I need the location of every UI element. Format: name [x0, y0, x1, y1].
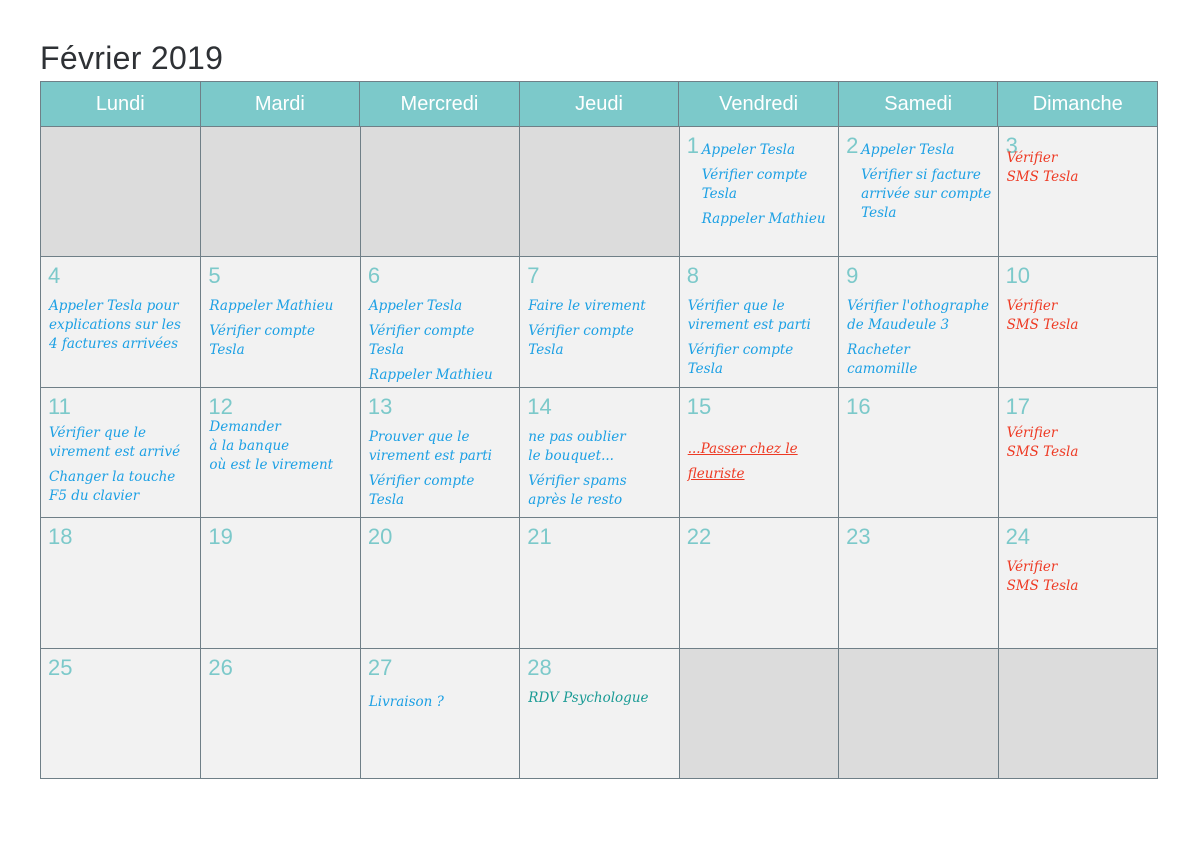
calendar-day-cell[interactable]	[998, 517, 1157, 647]
calendar-day-cell[interactable]	[200, 256, 359, 386]
calendar-empty-cell[interactable]	[838, 648, 997, 778]
day-notes	[861, 141, 993, 229]
calendar-day-cell[interactable]	[41, 648, 200, 778]
day-notes	[369, 693, 515, 718]
calendar-empty-cell[interactable]	[519, 126, 678, 256]
note-text: Vérifier si facture arrivée sur compte Tesla	[861, 167, 992, 221]
calendar-day-cell[interactable]	[41, 387, 200, 517]
note-text: Livraison ?	[368, 693, 444, 710]
note-text: Vérifier l'othographe de Maudeule 3	[847, 298, 990, 334]
calendar-day-cell[interactable]	[200, 648, 359, 778]
calendar-empty-cell[interactable]	[200, 126, 359, 256]
day-number: 14	[527, 393, 552, 419]
day-number: 23	[846, 524, 871, 550]
note-text: Rappeler Mathieu	[209, 298, 334, 315]
calendar-day-cell[interactable]	[200, 517, 359, 647]
day-number: 7	[527, 263, 540, 289]
calendar-day-cell[interactable]	[838, 256, 997, 386]
day-number: 15	[686, 393, 712, 419]
day-number: 9	[846, 263, 859, 289]
calendar-day-cell[interactable]	[679, 256, 838, 386]
day-number: 1	[686, 133, 699, 158]
day-number: 11	[48, 393, 71, 419]
note-text: Appeler Tesla	[701, 142, 796, 158]
calendar-day-cell[interactable]	[679, 387, 838, 517]
calendar-day-cell[interactable]	[360, 517, 519, 647]
day-number: 27	[367, 654, 393, 680]
weekday-header-mercredi: Mercredi	[359, 82, 519, 126]
calendar-day-cell[interactable]	[838, 387, 997, 517]
note-text: Vérifier compte Tesla	[368, 472, 475, 508]
day-number: 24	[1005, 524, 1031, 550]
note-text: Vérifier compte Tesla	[528, 323, 634, 359]
calendar-day-cell[interactable]	[519, 648, 678, 778]
note-text: Appeler Tesla	[368, 298, 463, 315]
note-text: Vérifier compte Tesla	[368, 323, 475, 359]
calendar-day-cell[interactable]	[200, 387, 359, 517]
note-text: Vérifier spams après le resto	[528, 472, 627, 508]
day-number: 22	[686, 524, 712, 550]
month-calendar-grid	[40, 81, 1158, 779]
note-text: ne pas oublier le bouquet...	[528, 428, 626, 464]
day-number: 4	[48, 263, 61, 289]
day-number: 8	[686, 263, 699, 289]
calendar-day-cell[interactable]	[519, 256, 678, 386]
note-text: Demander à la banque où est le virement	[209, 418, 334, 473]
day-number: 3	[1005, 133, 1018, 158]
day-notes	[688, 440, 834, 490]
note-text: Vérifier que le virement est arrivé	[49, 424, 181, 460]
note-text: Appeler Tesla	[861, 142, 955, 158]
calendar-day-cell[interactable]	[998, 126, 1157, 256]
day-number: 19	[208, 524, 233, 550]
weekday-header-jeudi: Jeudi	[519, 82, 679, 126]
weekday-header-samedi: Samedi	[838, 82, 998, 126]
calendar-day-cell[interactable]	[519, 387, 678, 517]
note-text: Racheter camomille	[847, 342, 918, 378]
day-number: 2	[846, 133, 859, 158]
day-notes	[1007, 424, 1153, 468]
calendar-day-cell[interactable]	[838, 517, 997, 647]
note-text: ...Passer chez le	[687, 440, 798, 457]
note-text: Vérifier SMS Tesla	[1006, 559, 1079, 595]
calendar-day-cell[interactable]	[360, 256, 519, 386]
day-notes	[49, 297, 196, 360]
note-text: Rappeler Mathieu	[368, 367, 493, 384]
note-text: Vérifier SMS Tesla	[1006, 150, 1079, 185]
weekday-header-mardi: Mardi	[200, 82, 360, 126]
day-notes	[688, 297, 834, 385]
weekday-header-vendredi: Vendredi	[678, 82, 838, 126]
calendar-day-cell[interactable]	[679, 126, 838, 256]
day-notes	[528, 689, 674, 714]
note-text: Appeler Tesla pour explications sur les 4 factures arrivées	[49, 298, 181, 353]
page-title: Février 2019	[40, 40, 224, 76]
weekday-header-dimanche: Dimanche	[997, 82, 1157, 126]
note-text: Vérifier que le virement est parti	[687, 298, 811, 334]
day-notes	[49, 424, 196, 512]
calendar-day-cell[interactable]	[360, 387, 519, 517]
calendar-day-cell[interactable]	[998, 387, 1157, 517]
day-number: 21	[527, 524, 552, 550]
calendar-empty-cell[interactable]	[360, 126, 519, 256]
day-number: 26	[208, 654, 233, 680]
day-notes	[1007, 297, 1153, 341]
day-number: 6	[367, 263, 381, 289]
note-text: RDV Psychologue	[528, 689, 649, 706]
day-number: 5	[208, 263, 221, 289]
day-number: 16	[846, 393, 871, 419]
calendar-empty-cell[interactable]	[679, 648, 838, 778]
day-notes	[847, 297, 993, 385]
calendar-day-cell[interactable]	[679, 517, 838, 647]
day-number: 20	[367, 524, 393, 550]
note-text: Prouver que le virement est parti	[368, 428, 492, 464]
calendar-day-cell[interactable]	[41, 256, 200, 386]
note-text: Vérifier SMS Tesla	[1006, 424, 1079, 460]
day-notes	[369, 428, 515, 516]
day-notes	[1007, 558, 1153, 602]
calendar-day-cell[interactable]	[41, 517, 200, 647]
calendar-empty-cell[interactable]	[41, 126, 200, 256]
note-text: Vérifier compte Tesla	[209, 323, 315, 359]
calendar-days	[41, 126, 1157, 778]
day-notes	[528, 297, 674, 366]
note-text: Rappeler Mathieu	[701, 211, 826, 227]
calendar-day-cell[interactable]	[360, 648, 519, 778]
note-text: fleuriste	[687, 465, 745, 482]
calendar-empty-cell[interactable]	[998, 648, 1157, 778]
day-notes	[1007, 149, 1153, 193]
day-number: 12	[208, 393, 233, 419]
day-notes	[209, 297, 355, 366]
day-notes	[702, 141, 834, 235]
day-number: 28	[527, 654, 552, 680]
calendar-day-cell[interactable]	[998, 256, 1157, 386]
day-number: 10	[1005, 263, 1031, 289]
weekday-header-row	[41, 82, 1157, 126]
day-number: 25	[48, 654, 73, 680]
calendar-day-cell[interactable]	[838, 126, 997, 256]
day-notes	[528, 428, 674, 516]
note-text: Vérifier compte Tesla	[687, 342, 794, 378]
day-number: 13	[367, 393, 393, 419]
weekday-header-lundi: Lundi	[95, 93, 145, 115]
calendar-day-cell[interactable]	[519, 517, 678, 647]
note-text: Changer la touche F5 du clavier	[49, 468, 176, 504]
note-text: Vérifier SMS Tesla	[1006, 298, 1079, 334]
day-notes	[369, 297, 515, 386]
day-number: 17	[1005, 393, 1031, 419]
day-number: 18	[48, 524, 73, 550]
day-notes	[209, 418, 355, 481]
note-text: Vérifier compte Tesla	[701, 167, 808, 202]
note-text: Faire le virement	[528, 298, 646, 315]
